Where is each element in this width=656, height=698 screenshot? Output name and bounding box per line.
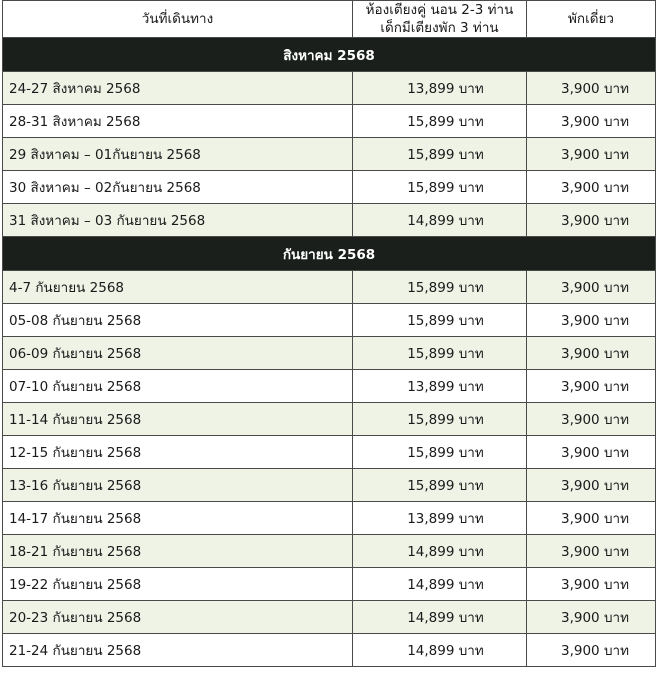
table-row — [3, 337, 656, 370]
travel-date-cell: 13-16 กันยายน 2568 — [3, 469, 353, 502]
table-row — [3, 171, 656, 204]
travel-date-cell: 30 สิงหาคม – 02กันยายน 2568 — [3, 171, 353, 204]
twin-price-cell: 13,899 บาท — [353, 370, 527, 403]
single-supplement-cell: 3,900 บาท — [527, 337, 656, 370]
table-row — [3, 535, 656, 568]
section-title: สิงหาคม 2568 — [3, 38, 656, 72]
table-row — [3, 105, 656, 138]
travel-date-cell: 14-17 กันยายน 2568 — [3, 502, 353, 535]
twin-price-cell: 15,899 บาท — [353, 304, 527, 337]
twin-price-cell: 13,899 บาท — [353, 502, 527, 535]
single-supplement-cell: 3,900 บาท — [527, 436, 656, 469]
travel-date-cell: 07-10 กันยายน 2568 — [3, 370, 353, 403]
header-twin-room — [353, 1, 527, 38]
travel-date-cell: 4-7 กันยายน 2568 — [3, 271, 353, 304]
travel-date-cell: 11-14 กันยายน 2568 — [3, 403, 353, 436]
header-single-room: พักเดี่ยว — [527, 1, 656, 38]
header-travel-date: วันที่เดินทาง — [3, 1, 353, 38]
table-row — [3, 370, 656, 403]
travel-date-cell: 12-15 กันยายน 2568 — [3, 436, 353, 469]
table-row — [3, 271, 656, 304]
travel-date-cell: 21-24 กันยายน 2568 — [3, 634, 353, 667]
table-row — [3, 403, 656, 436]
twin-price-cell: 14,899 บาท — [353, 601, 527, 634]
single-supplement-cell: 3,900 บาท — [527, 634, 656, 667]
single-supplement-cell: 3,900 บาท — [527, 171, 656, 204]
twin-price-cell: 15,899 บาท — [353, 105, 527, 138]
table-row — [3, 568, 656, 601]
twin-price-cell: 15,899 บาท — [353, 138, 527, 171]
travel-date-cell: 05-08 กันยายน 2568 — [3, 304, 353, 337]
travel-date-cell: 24-27 สิงหาคม 2568 — [3, 72, 353, 105]
twin-price-cell: 14,899 บาท — [353, 535, 527, 568]
single-supplement-cell: 3,900 บาท — [527, 568, 656, 601]
twin-price-cell: 15,899 บาท — [353, 403, 527, 436]
twin-price-cell: 15,899 บาท — [353, 337, 527, 370]
travel-date-cell: 31 สิงหาคม – 03 กันยายน 2568 — [3, 204, 353, 237]
travel-date-cell: 18-21 กันยายน 2568 — [3, 535, 353, 568]
single-supplement-cell: 3,900 บาท — [527, 304, 656, 337]
single-supplement-cell: 3,900 บาท — [527, 271, 656, 304]
single-supplement-cell: 3,900 บาท — [527, 403, 656, 436]
table-row — [3, 502, 656, 535]
twin-price-cell: 14,899 บาท — [353, 568, 527, 601]
table-row — [3, 204, 656, 237]
twin-price-cell: 15,899 บาท — [353, 436, 527, 469]
single-supplement-cell: 3,900 บาท — [527, 138, 656, 171]
section-header-row — [3, 38, 656, 72]
table-row — [3, 469, 656, 502]
twin-price-cell: 14,899 บาท — [353, 204, 527, 237]
travel-date-cell: 19-22 กันยายน 2568 — [3, 568, 353, 601]
table-body — [3, 38, 656, 667]
table-row — [3, 436, 656, 469]
header-twin-line2: เด็กมีเตียงพัก 3 ท่าน — [380, 20, 499, 36]
single-supplement-cell: 3,900 บาท — [527, 535, 656, 568]
travel-date-cell: 29 สิงหาคม – 01กันยายน 2568 — [3, 138, 353, 171]
table-row — [3, 138, 656, 171]
twin-price-cell: 15,899 บาท — [353, 271, 527, 304]
table-row — [3, 601, 656, 634]
section-title: กันยายน 2568 — [3, 237, 656, 271]
single-supplement-cell: 3,900 บาท — [527, 601, 656, 634]
price-table — [2, 0, 656, 667]
table-header-row — [3, 1, 656, 38]
twin-price-cell: 15,899 บาท — [353, 171, 527, 204]
table-row — [3, 634, 656, 667]
single-supplement-cell: 3,900 บาท — [527, 204, 656, 237]
single-supplement-cell: 3,900 บาท — [527, 105, 656, 138]
header-twin-line1: ห้องเตียงคู่ นอน 2-3 ท่าน — [365, 2, 514, 18]
table-row — [3, 304, 656, 337]
twin-price-cell: 15,899 บาท — [353, 469, 527, 502]
travel-date-cell: 28-31 สิงหาคม 2568 — [3, 105, 353, 138]
twin-price-cell: 13,899 บาท — [353, 72, 527, 105]
travel-date-cell: 20-23 กันยายน 2568 — [3, 601, 353, 634]
travel-date-cell: 06-09 กันยายน 2568 — [3, 337, 353, 370]
single-supplement-cell: 3,900 บาท — [527, 469, 656, 502]
single-supplement-cell: 3,900 บาท — [527, 502, 656, 535]
single-supplement-cell: 3,900 บาท — [527, 370, 656, 403]
single-supplement-cell: 3,900 บาท — [527, 72, 656, 105]
twin-price-cell: 14,899 บาท — [353, 634, 527, 667]
table-row — [3, 72, 656, 105]
section-header-row — [3, 237, 656, 271]
